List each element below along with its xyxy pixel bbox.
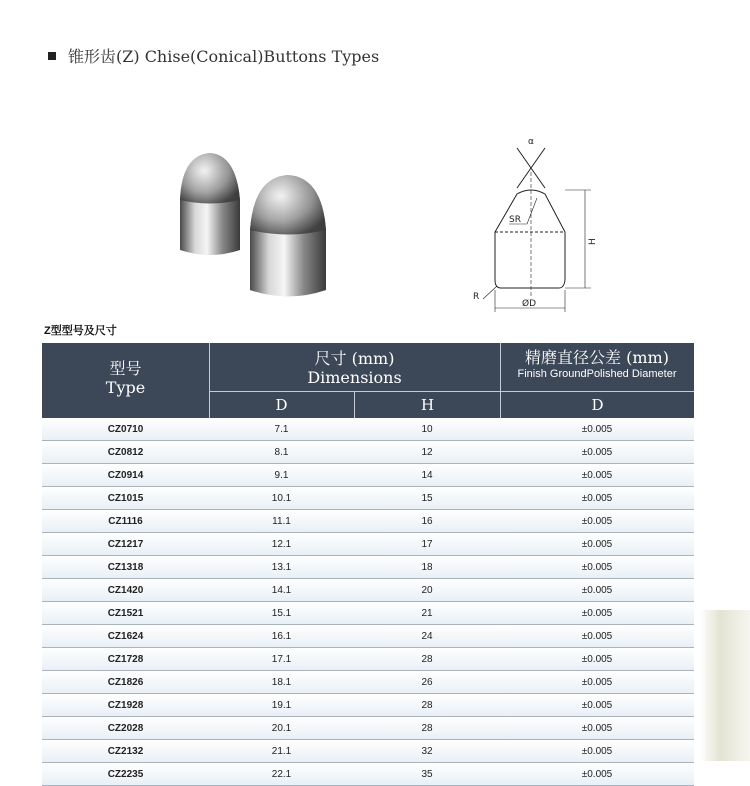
tolerance-cell: ±0.005 (581, 423, 613, 435)
h-cell: 18 (421, 561, 433, 573)
tolerance-cell: ±0.005 (581, 515, 613, 527)
d-label: ØD (522, 299, 537, 309)
type-cell: CZ1318 (107, 561, 144, 573)
sub-header-d: D (209, 391, 354, 419)
r-label: R (473, 292, 480, 302)
type-cell: CZ0710 (107, 423, 144, 435)
heading-text: 锥形齿(Z) Chise(Conical)Buttons Types (68, 47, 380, 66)
tolerance-cell: ±0.005 (581, 561, 613, 573)
tolerance-cell: ±0.005 (581, 722, 613, 734)
type-cell: CZ1217 (107, 538, 144, 550)
d-cell: 22.1 (271, 768, 292, 780)
d-cell: 12.1 (271, 538, 292, 550)
table-row (42, 418, 694, 441)
type-cell: CZ2132 (107, 745, 144, 757)
type-cell: CZ2235 (107, 768, 144, 780)
sub-header-tol-d: D (501, 391, 694, 419)
sr-label: SR (509, 215, 521, 225)
dimensions-table (42, 343, 694, 780)
d-cell: 10.1 (271, 492, 292, 504)
table-row (42, 556, 694, 579)
tolerance-cell: ±0.005 (581, 768, 613, 780)
alpha-label: α (528, 137, 534, 147)
h-cell: 12 (421, 446, 433, 458)
d-cell: 15.1 (271, 607, 292, 619)
tolerance-cell: ±0.005 (581, 699, 613, 711)
d-cell: 13.1 (271, 561, 292, 573)
type-cell: CZ1826 (107, 676, 144, 688)
h-cell: 15 (421, 492, 433, 504)
section-heading (48, 44, 379, 67)
tolerance-cell: ±0.005 (581, 469, 613, 481)
tolerance-cell: ±0.005 (581, 607, 613, 619)
table-row (42, 671, 694, 694)
sub-header-h: H (355, 391, 500, 419)
type-cell: CZ1928 (107, 699, 144, 711)
table-row (42, 533, 694, 556)
h-label: H (588, 238, 598, 245)
h-cell: 28 (421, 653, 433, 665)
table-row (42, 510, 694, 533)
type-cell: CZ1728 (107, 653, 144, 665)
table-row (42, 487, 694, 510)
h-cell: 14 (421, 469, 433, 481)
table-row (42, 740, 694, 763)
h-cell: 28 (421, 699, 433, 711)
type-cell: CZ0812 (107, 446, 144, 458)
h-cell: 10 (421, 423, 433, 435)
tolerance-cell: ±0.005 (581, 446, 613, 458)
tolerance-cell: ±0.005 (581, 653, 613, 665)
table-row (42, 694, 694, 717)
type-cell: CZ1521 (107, 607, 144, 619)
tolerance-cell: ±0.005 (581, 630, 613, 642)
h-cell: 28 (421, 722, 433, 734)
tolerance-header: 精磨直径公差 (mm) Finish GroundPolished Diameter (517, 348, 677, 380)
type-cell: CZ0914 (107, 469, 144, 481)
table-row (42, 441, 694, 464)
type-header: 型号 Type (105, 359, 146, 397)
d-cell: 7.1 (274, 423, 289, 435)
tolerance-cell: ±0.005 (581, 538, 613, 550)
product-photo (170, 145, 340, 305)
type-cell: CZ1624 (107, 630, 144, 642)
background-drill-bit-image (700, 610, 750, 761)
table-caption: Z型型号及尺寸 (44, 325, 117, 337)
d-cell: 11.1 (272, 515, 291, 527)
table-row (42, 625, 694, 648)
dimensions-header: 尺寸 (mm) Dimensions (307, 349, 402, 387)
h-cell: 35 (421, 768, 433, 780)
tolerance-cell: ±0.005 (581, 492, 613, 504)
h-cell: 21 (421, 607, 433, 619)
table-body (42, 418, 694, 786)
table-row (42, 763, 694, 786)
conical-button-diagram (465, 132, 615, 322)
d-cell: 19.1 (271, 699, 292, 711)
d-cell: 21.1 (271, 745, 292, 757)
type-cell: CZ1015 (107, 492, 144, 504)
h-cell: 16 (421, 515, 433, 527)
h-cell: 17 (421, 538, 433, 550)
table-header (42, 343, 694, 418)
h-cell: 24 (421, 630, 433, 642)
table-row (42, 579, 694, 602)
h-cell: 26 (421, 676, 433, 688)
type-cell: CZ1420 (107, 584, 144, 596)
d-cell: 9.1 (274, 469, 289, 481)
d-cell: 8.1 (274, 446, 289, 458)
tolerance-cell: ±0.005 (581, 676, 613, 688)
type-cell: CZ2028 (107, 722, 144, 734)
d-cell: 16.1 (271, 630, 292, 642)
d-cell: 20.1 (271, 722, 292, 734)
table-row (42, 648, 694, 671)
tolerance-cell: ±0.005 (581, 584, 613, 596)
h-cell: 20 (421, 584, 433, 596)
d-cell: 17.1 (271, 653, 292, 665)
table-row (42, 464, 694, 487)
tolerance-cell: ±0.005 (581, 745, 613, 757)
d-cell: 18.1 (271, 676, 292, 688)
table-row (42, 717, 694, 740)
type-cell: CZ1116 (108, 515, 143, 527)
h-cell: 32 (421, 745, 433, 757)
bullet-icon (48, 52, 56, 60)
d-cell: 14.1 (271, 584, 292, 596)
table-row (42, 602, 694, 625)
